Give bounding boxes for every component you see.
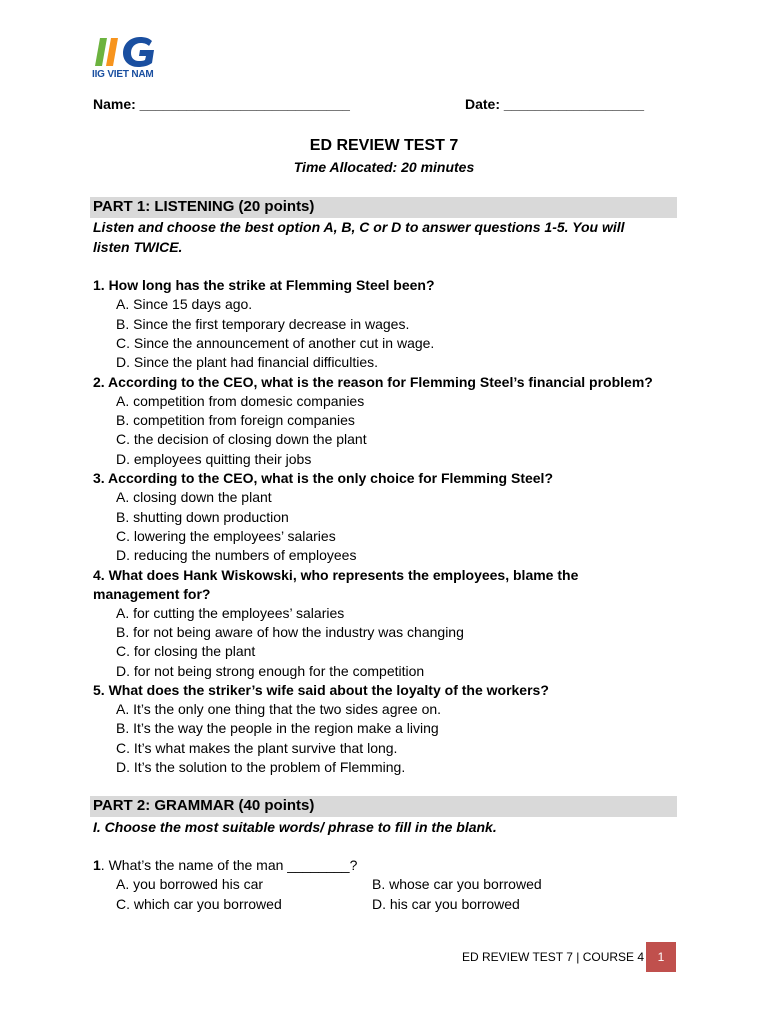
question-5-option-c: C. It’s what makes the plant survive that long. <box>116 740 398 756</box>
grammar-question-1-option-a: A. you borrowed his car <box>116 876 264 892</box>
question-1-option-d: D. Since the plant had financial difficulties. <box>116 354 379 370</box>
part1-heading-bar <box>90 197 677 218</box>
question-3-option-c: C. lowering the employees’ salaries <box>116 528 336 544</box>
question-1: 1. How long has the strike at Flemming Steel been? <box>93 277 435 293</box>
question-4-option-c: C. for closing the plant <box>116 643 256 659</box>
time-allocated: Time Allocated: 20 minutes <box>293 159 475 175</box>
grammar-question-1-option-b: B. whose car you borrowed <box>372 876 542 892</box>
part1-heading: PART 1: LISTENING (20 points) <box>93 198 315 215</box>
logo-caption: IIG VIET NAM <box>92 69 154 80</box>
grammar-question-1-number: 1 <box>93 857 101 873</box>
question-1-option-b: B. Since the first temporary decrease in wages. <box>116 316 410 332</box>
name-field-label: Name: ___________________________ <box>93 96 350 112</box>
question-5: 5. What does the striker’s wife said about the loyalty of the workers? <box>93 682 549 698</box>
question-2-option-c: C. the decision of closing down the plant <box>116 431 367 447</box>
grammar-question-1 <box>93 856 357 875</box>
question-4-option-a: A. for cutting the employees’ salaries <box>116 605 345 621</box>
part2-instruction: I. Choose the most suitable words/ phrase to fill in the blank. <box>93 819 497 835</box>
question-4-line2: management for? <box>93 586 211 602</box>
page-title: ED REVIEW TEST 7 <box>309 137 459 154</box>
page-number-badge: 1 <box>646 942 676 972</box>
part2-heading-bar <box>90 796 677 817</box>
question-4-option-b: B. for not being aware of how the industry was changing <box>116 624 464 640</box>
grammar-question-1-option-c: C. which car you borrowed <box>116 896 282 912</box>
question-5-option-b: B. It’s the way the people in the region make a living <box>116 720 439 736</box>
part1-instruction-line2: listen TWICE. <box>93 239 183 255</box>
question-4-option-d: D. for not being strong enough for the competition <box>116 663 425 679</box>
grammar-question-1-option-d: D. his car you borrowed <box>372 896 520 912</box>
question-5-option-d: D. It’s the solution to the problem of Flemming. <box>116 759 406 775</box>
question-3-option-b: B. shutting down production <box>116 509 289 525</box>
question-2-option-a: A. competition from domesic companies <box>116 393 365 409</box>
question-2-option-b: B. competition from foreign companies <box>116 412 355 428</box>
question-1-option-c: C. Since the announcement of another cut in wage. <box>116 335 435 351</box>
part2-heading: PART 2: GRAMMAR (40 points) <box>93 797 315 814</box>
question-3-option-a: A. closing down the plant <box>116 489 272 505</box>
question-2: 2. According to the CEO, what is the reason for Flemming Steel’s financial problem? <box>93 374 653 390</box>
question-3: 3. According to the CEO, what is the only choice for Flemming Steel? <box>93 470 553 486</box>
question-5-option-a: A. It’s the only one thing that the two sides agree on. <box>116 701 442 717</box>
grammar-question-1-text: . What’s the name of the man ________? <box>100 857 358 873</box>
date-field-label: Date: __________________ <box>465 96 645 112</box>
footer-text: ED REVIEW TEST 7 | COURSE 4 <box>462 950 645 964</box>
question-1-option-a: A. Since 15 days ago. <box>116 296 253 312</box>
question-3-option-d: D. reducing the numbers of employees <box>116 547 357 563</box>
question-2-option-d: D. employees quitting their jobs <box>116 451 312 467</box>
question-4: 4. What does Hank Wiskowski, who represents the employees, blame the <box>93 567 579 583</box>
part1-instruction-line1: Listen and choose the best option A, B, C or D to answer questions 1-5. You will <box>93 219 625 235</box>
